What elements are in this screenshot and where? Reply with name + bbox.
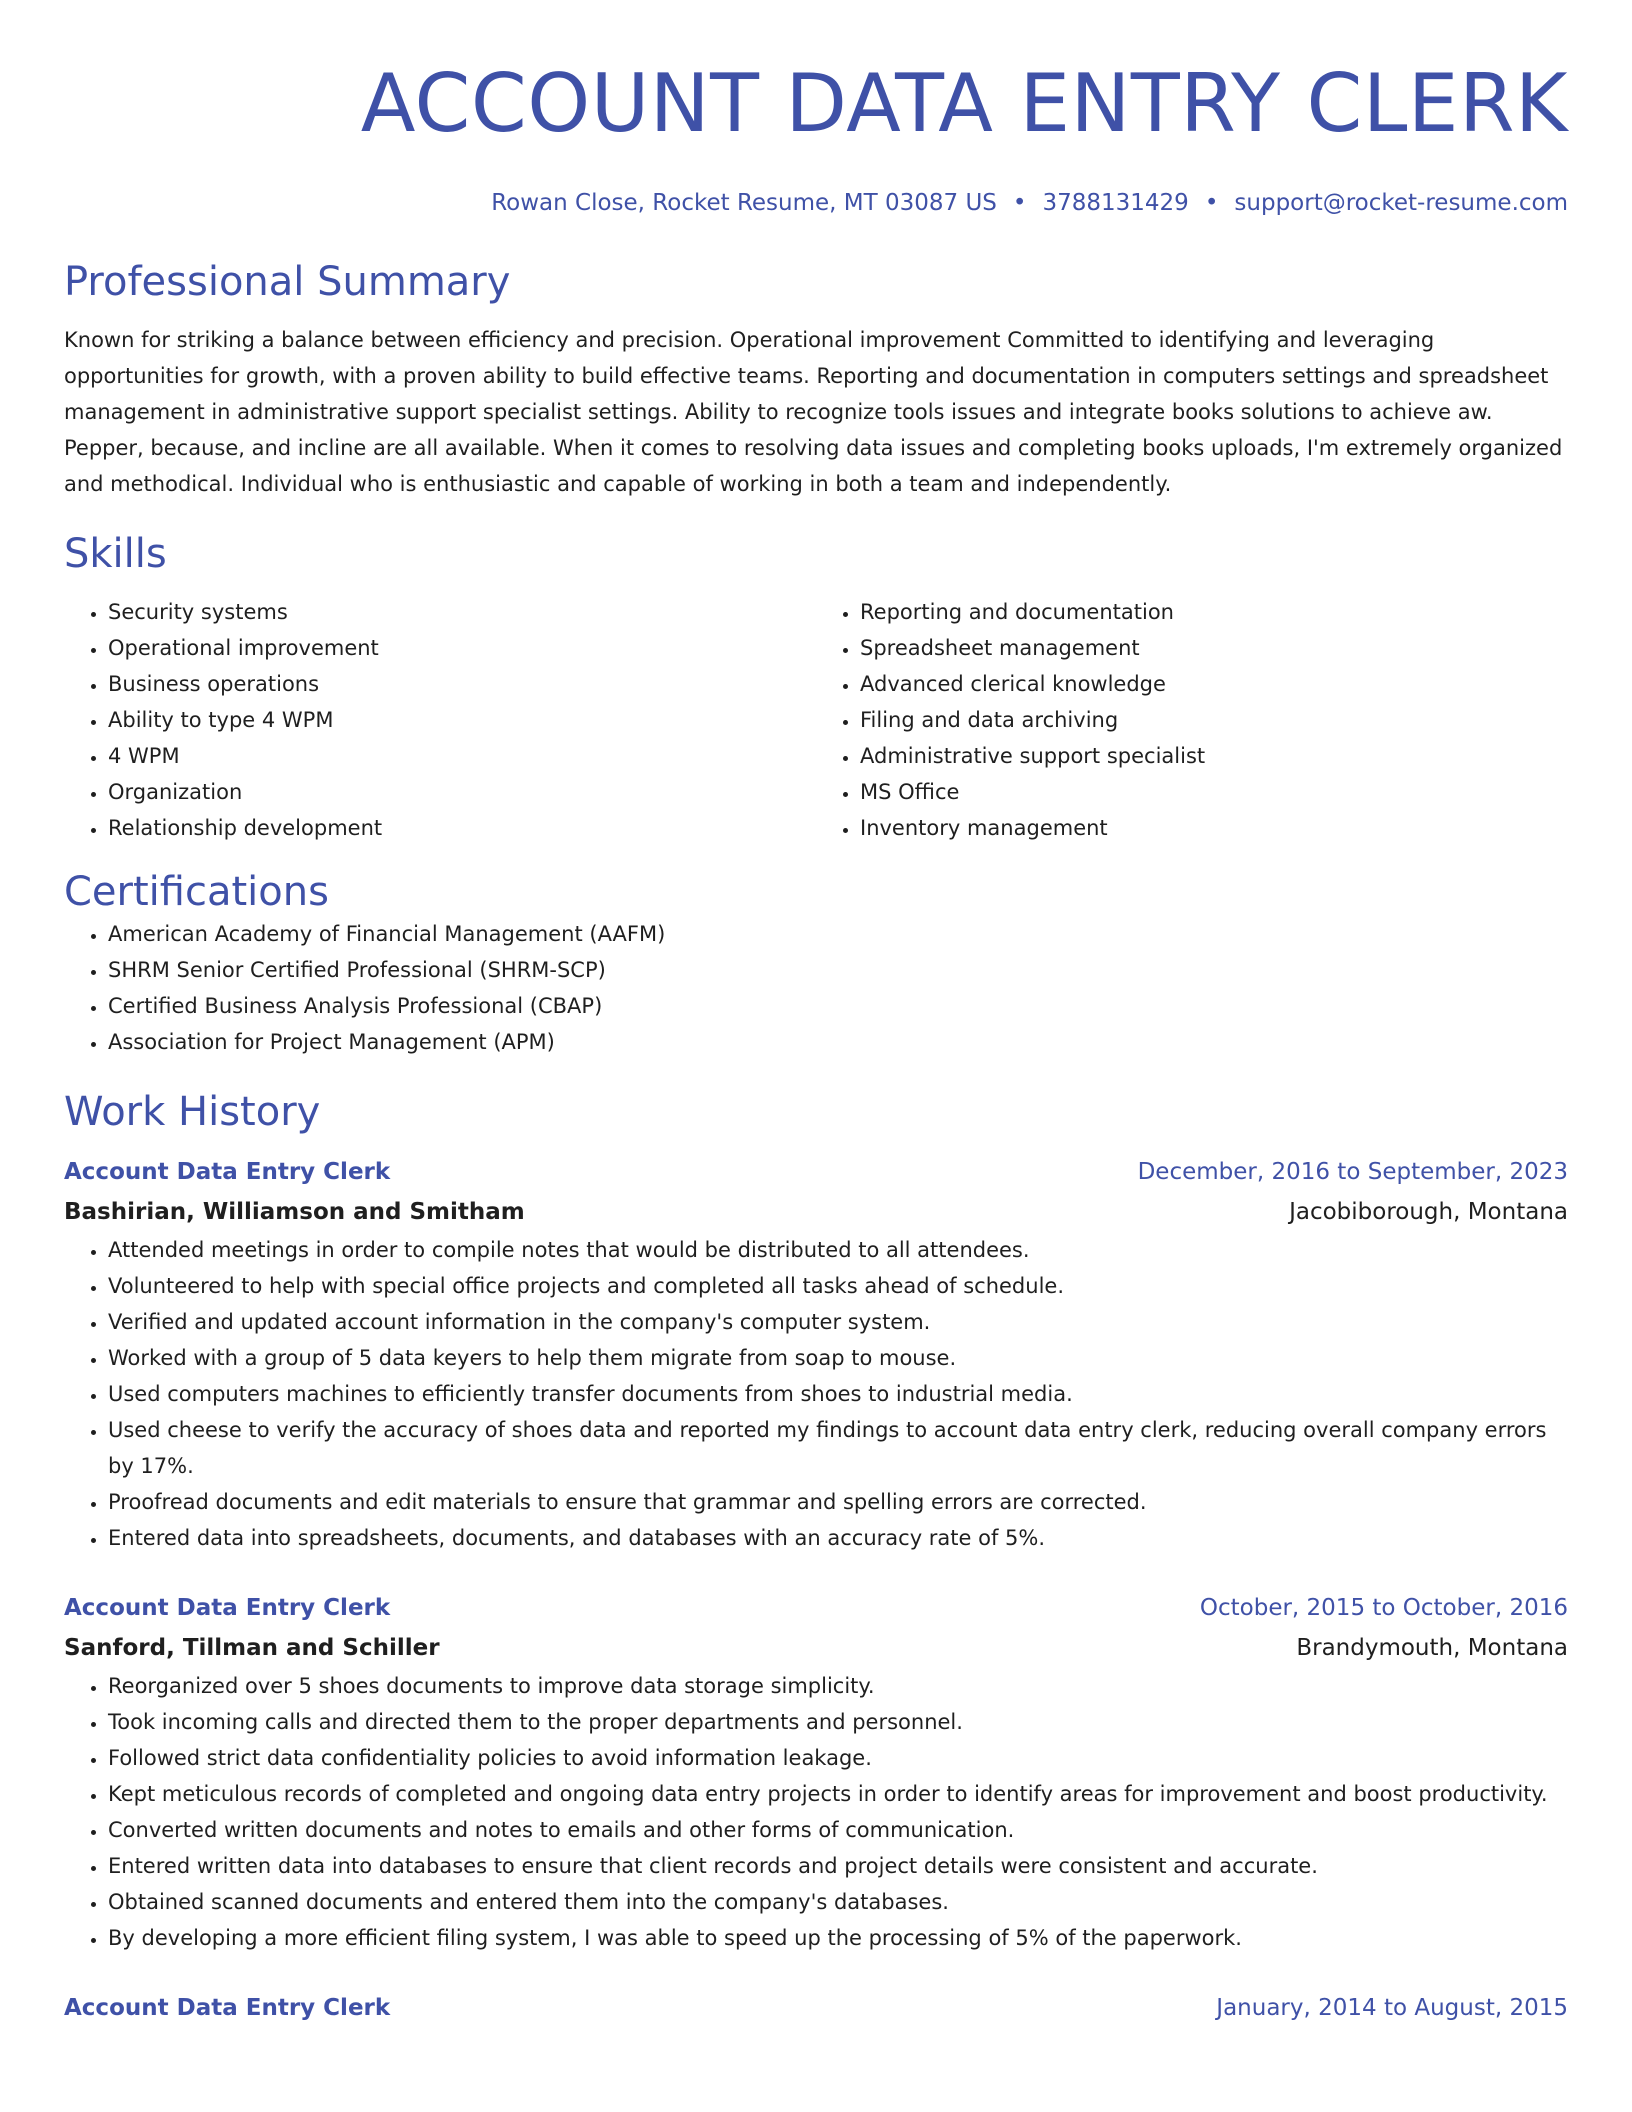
- job-dates: January, 2014 to August, 2015: [1216, 1995, 1568, 2021]
- skills-column-right: [816, 594, 1568, 846]
- contact-phone: 3788131429: [1042, 190, 1189, 216]
- job-entry: [64, 1988, 1568, 2028]
- skills-heading: Skills: [64, 531, 167, 577]
- skill-item: • Security systems: [108, 594, 816, 630]
- job-header-row: [64, 1988, 1568, 2028]
- job-title: Account Data Entry Clerk: [64, 1995, 391, 2021]
- skill-item: • Business operations: [108, 666, 816, 702]
- resume-header: [64, 0, 1568, 218]
- skill-item: • MS Office: [860, 774, 1568, 810]
- job-bullet: • Used computers machines to efficiently transfer documents from shoes to industrial media.: [108, 1376, 1568, 1412]
- job-dates: December, 2016 to September, 2023: [1137, 1159, 1568, 1185]
- job-header-row: [64, 1588, 1568, 1628]
- skill-item: • 4 WPM: [108, 738, 816, 774]
- job-location: Jacobiborough, Montana: [1289, 1199, 1568, 1225]
- skill-item: • Filing and data archiving: [860, 702, 1568, 738]
- certifications-heading: Certifications: [64, 869, 329, 915]
- job-bullet: • Kept meticulous records of completed and ongoing data entry projects in order to identify areas for improvement and boost productivity.: [108, 1776, 1568, 1812]
- job-bullet: • Proofread documents and edit materials to ensure that grammar and spelling errors are corrected.: [108, 1484, 1568, 1520]
- job-bullet: • Converted written documents and notes to emails and other forms of communication.: [108, 1812, 1568, 1848]
- job-bullet-list: [64, 1232, 1568, 1556]
- skill-item: • Ability to type 4 WPM: [108, 702, 816, 738]
- skill-item: • Administrative support specialist: [860, 738, 1568, 774]
- job-bullet: • Attended meetings in order to compile notes that would be distributed to all attendees.: [108, 1232, 1568, 1268]
- job-bullet: • Entered written data into databases to ensure that client records and project details were consistent and accurate.: [108, 1848, 1568, 1884]
- skill-item: • Spreadsheet management: [860, 630, 1568, 666]
- certification-item: • Association for Project Management (APM): [108, 1024, 1568, 1060]
- skill-item: • Advanced clerical knowledge: [860, 666, 1568, 702]
- certification-item: • Certified Business Analysis Professional (CBAP): [108, 988, 1568, 1024]
- certifications-list: [64, 916, 1568, 1060]
- job-bullet: • Worked with a group of 5 data keyers to help them migrate from soap to mouse.: [108, 1340, 1568, 1376]
- skill-item: • Operational improvement: [108, 630, 816, 666]
- summary-heading: Professional Summary: [64, 259, 511, 305]
- resume-name: ACCOUNT DATA ENTRY CLERK: [360, 57, 1568, 150]
- skill-item: • Relationship development: [108, 810, 816, 846]
- job-header-row: [64, 1152, 1568, 1192]
- job-company: Bashirian, Williamson and Smitham: [64, 1199, 525, 1225]
- job-entry: [64, 1152, 1568, 1556]
- skills-grid: [64, 594, 1568, 846]
- job-bullet-list: [64, 1668, 1568, 1956]
- job-bullet: • Volunteered to help with special office projects and completed all tasks ahead of schedule.: [108, 1268, 1568, 1304]
- certification-item: • SHRM Senior Certified Professional (SHRM-SCP): [108, 952, 1568, 988]
- contact-separator: •: [1204, 190, 1219, 216]
- job-bullet: • Reorganized over 5 shoes documents to improve data storage simplicity.: [108, 1668, 1568, 1704]
- skill-item: • Inventory management: [860, 810, 1568, 846]
- contact-email: support@rocket-resume.com: [1234, 190, 1568, 216]
- job-title: Account Data Entry Clerk: [64, 1159, 391, 1185]
- certification-item: • American Academy of Financial Management (AAFM): [108, 916, 1568, 952]
- job-bullet: • Took incoming calls and directed them to the proper departments and personnel.: [108, 1704, 1568, 1740]
- skills-column-left: [64, 594, 816, 846]
- job-location: Brandymouth, Montana: [1296, 1635, 1568, 1661]
- job-bullet: • By developing a more efficient filing system, I was able to speed up the processing of 5% of the paperwork.: [108, 1920, 1568, 1956]
- contact-line: [64, 188, 1568, 218]
- skills-list-left: [64, 594, 816, 846]
- job-entry: [64, 1588, 1568, 1956]
- job-company-row: [64, 1192, 1568, 1232]
- job-bullet: • Followed strict data confidentiality policies to avoid information leakage.: [108, 1740, 1568, 1776]
- skill-item: • Reporting and documentation: [860, 594, 1568, 630]
- job-company: Sanford, Tillman and Schiller: [64, 1635, 440, 1661]
- work-history-heading: Work History: [64, 1089, 321, 1135]
- contact-separator: •: [1012, 190, 1027, 216]
- job-bullet: • Entered data into spreadsheets, documents, and databases with an accuracy rate of 5%.: [108, 1520, 1568, 1556]
- skill-item: • Organization: [108, 774, 816, 810]
- summary-text: Known for striking a balance between efficiency and precision. Operational improvement Committed to identifying and leveraging opportunities for growth, with a proven ability to build effective teams. Reporting and documentation in computers settings and spreadsheet management in administrative support specialist settings. Ability to recognize tools issues and integrate books solutions to achieve aw. Pepper, because, and incline are all available. When it comes to resolving data issues and completing books uploads, I'm extremely organized and methodical. Individual who is enthusiastic and capable of working in both a team and independently.: [64, 328, 1563, 496]
- contact-address: Rowan Close, Rocket Resume, MT 03087 US: [491, 190, 997, 216]
- job-title: Account Data Entry Clerk: [64, 1595, 391, 1621]
- job-dates: October, 2015 to October, 2016: [1199, 1595, 1568, 1621]
- job-bullet: • Verified and updated account information in the company's computer system.: [108, 1304, 1568, 1340]
- job-bullet: • Obtained scanned documents and entered them into the company's databases.: [108, 1884, 1568, 1920]
- skills-list-right: [816, 594, 1568, 846]
- job-bullet: • Used cheese to verify the accuracy of shoes data and reported my findings to account data entry clerk, reducing overall company errors by 17%.: [108, 1412, 1568, 1484]
- job-company-row: [64, 1628, 1568, 1668]
